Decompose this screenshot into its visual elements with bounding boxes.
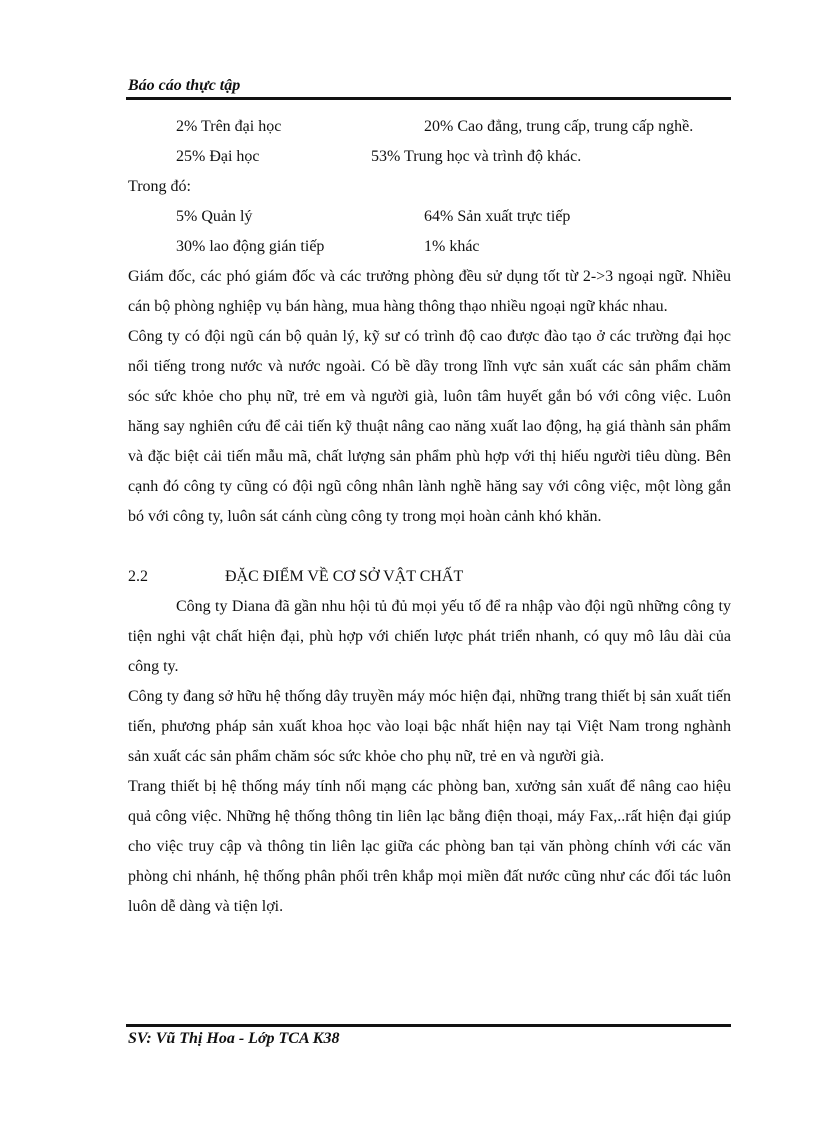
section-paragraph: Công ty đang sở hữu hệ thống dây truyền máy móc hiện đại, những trang thiết bị sản xuất tiến tiến, phương pháp sản xuất khoa học vào loại bậc nhất hiện nay tại Việt Nam trong nghành sản xuất các sản phẩm chăm sóc sức khỏe cho phụ nữ, trẻ en và người già. [128,688,731,765]
education-row [128,112,731,142]
education-row [128,142,731,172]
paragraph-staff: Công ty có đội ngũ cán bộ quản lý, kỹ sư có trình độ cao được đào tạo ở các trường đại học nổi tiếng trong nước và nước ngoài. Có bề dầy trong lĩnh vực sản xuất các sản phẩm chăm sóc sức khỏe cho phụ nữ, trẻ em và người già, luôn tâm huyết gắn bó với công việc. Luôn hăng say nghiên cứu để cải tiến kỹ thuật nâng cao năng xuất lao động, hạ giá thành sản phẩm và đặc biệt cải tiến mẫu mã, chất lượng sản phẩm phù hợp với thị hiếu người tiêu dùng. Bên cạnh đó công ty cũng có đội ngũ công nhân lành nghề hăng say với công việc, một lòng gắn bó với công ty, luôn sát cánh cùng công ty trong mọi hoàn cảnh khó khăn. [128,328,731,525]
education-left: 2% Trên đại học [176,118,282,135]
role-right: 1% khác [424,238,480,255]
role-left: 5% Quản lý [176,208,253,225]
trong-do-row [128,172,731,202]
section-paragraph: Trang thiết bị hệ thống máy tính nối mạng các phòng ban, xưởng sản xuất để nâng cao hiệu quả công việc. Những hệ thống thông tin liên lạc bằng điện thoại, máy Fax,..rất hiện đại giúp cho việc truy cập và thông tin liên lạc giữa các phòng ban tại văn phòng chính với các văn phòng chi nhánh, hệ thống phân phối trên khắp mọi miền đất nước cũng như các đối tác luôn luôn dễ dàng và tiện lợi. [128,778,731,915]
trong-do-label: Trong đó: [128,178,191,195]
education-left: 25% Đại học [176,148,260,165]
role-row [128,232,731,262]
page-footer-text: SV: Vũ Thị Hoa - Lớp TCA K38 [128,1030,340,1047]
role-row [128,202,731,232]
education-right: 53% Trung học và trình độ khác. [371,148,582,165]
role-left: 30% lao động gián tiếp [176,238,325,255]
role-right: 64% Sản xuất trực tiếp [424,208,571,225]
section-heading [128,562,731,592]
footer-rule [126,1024,731,1027]
section-title: ĐẶC ĐIỂM VỀ CƠ SỞ VẬT CHẤT [225,568,464,585]
page-content [128,112,731,922]
education-right: 20% Cao đẳng, trung cấp, trung cấp nghề. [424,118,694,135]
paragraph-language: Giám đốc, các phó giám đốc và các trưởng phòng đều sử dụng tốt từ 2->3 ngoại ngữ. Nhiều cán bộ phòng nghiệp vụ bán hàng, mua hàng thông thạo nhiều ngoại ngữ khác nhau. [128,268,731,315]
page-header-title: Báo cáo thực tập [128,77,241,94]
section-number: 2.2 [128,568,148,585]
section-paragraph: Công ty Diana đã gần nhu hội tủ đủ mọi yếu tố để ra nhập vào đội ngũ những công ty tiện nghi vật chất hiện đại, phù hợp với chiến lược phát triển nhanh, có quy mô lâu dài của công ty. [128,598,731,675]
header-rule [126,97,731,100]
